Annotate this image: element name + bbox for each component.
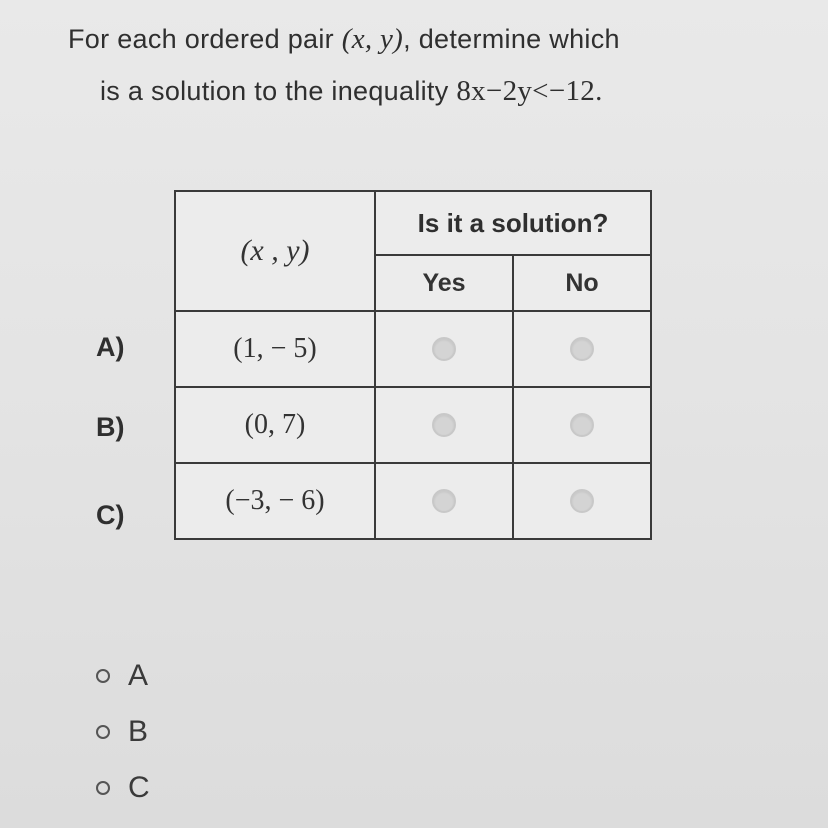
no-radio-b[interactable] — [513, 387, 651, 463]
row-label-c: C) — [96, 500, 125, 530]
question-middle: , determine which — [403, 24, 620, 54]
table-row — [175, 463, 651, 539]
radio-icon[interactable] — [570, 337, 594, 361]
yes-radio-b[interactable] — [375, 387, 513, 463]
radio-circle-icon[interactable] — [96, 725, 110, 739]
radio-icon[interactable] — [432, 489, 456, 513]
yes-column-header: Yes — [375, 255, 513, 311]
answer-options — [96, 648, 151, 816]
inequality: 8x−2y<−12. — [456, 75, 603, 107]
question-line2-prefix: is a solution to the inequality — [100, 76, 457, 106]
pair-cell-a: (1, − 5) — [175, 311, 375, 387]
yes-radio-a[interactable] — [375, 311, 513, 387]
question-line2 — [68, 74, 768, 108]
pair-cell-c: (−3, − 6) — [175, 463, 375, 539]
radio-circle-icon[interactable] — [96, 669, 110, 683]
table-row — [175, 311, 651, 387]
pair-symbol: (x, y) — [341, 23, 404, 55]
solution-column-header: Is it a solution? — [375, 191, 651, 255]
row-label-b: B) — [96, 412, 125, 442]
row-label-a: A) — [96, 332, 125, 362]
no-radio-c[interactable] — [513, 463, 651, 539]
answer-label-a[interactable]: A — [128, 659, 150, 692]
question-text — [68, 22, 768, 108]
pair-column-header: (x , y) — [175, 191, 375, 311]
answer-label-c[interactable]: C — [128, 771, 151, 804]
answer-label-b[interactable]: B — [128, 715, 150, 748]
no-radio-a[interactable] — [513, 311, 651, 387]
answer-option-a[interactable] — [96, 648, 151, 704]
radio-icon[interactable] — [570, 489, 594, 513]
question-prefix: For each ordered pair — [68, 24, 342, 54]
no-column-header: No — [513, 255, 651, 311]
radio-icon[interactable] — [432, 413, 456, 437]
radio-circle-icon[interactable] — [96, 781, 110, 795]
radio-icon[interactable] — [570, 413, 594, 437]
yes-radio-c[interactable] — [375, 463, 513, 539]
solution-table — [174, 190, 652, 540]
radio-icon[interactable] — [432, 337, 456, 361]
answer-option-c[interactable] — [96, 760, 151, 816]
answer-option-b[interactable] — [96, 704, 151, 760]
table-row — [175, 387, 651, 463]
pair-cell-b: (0, 7) — [175, 387, 375, 463]
